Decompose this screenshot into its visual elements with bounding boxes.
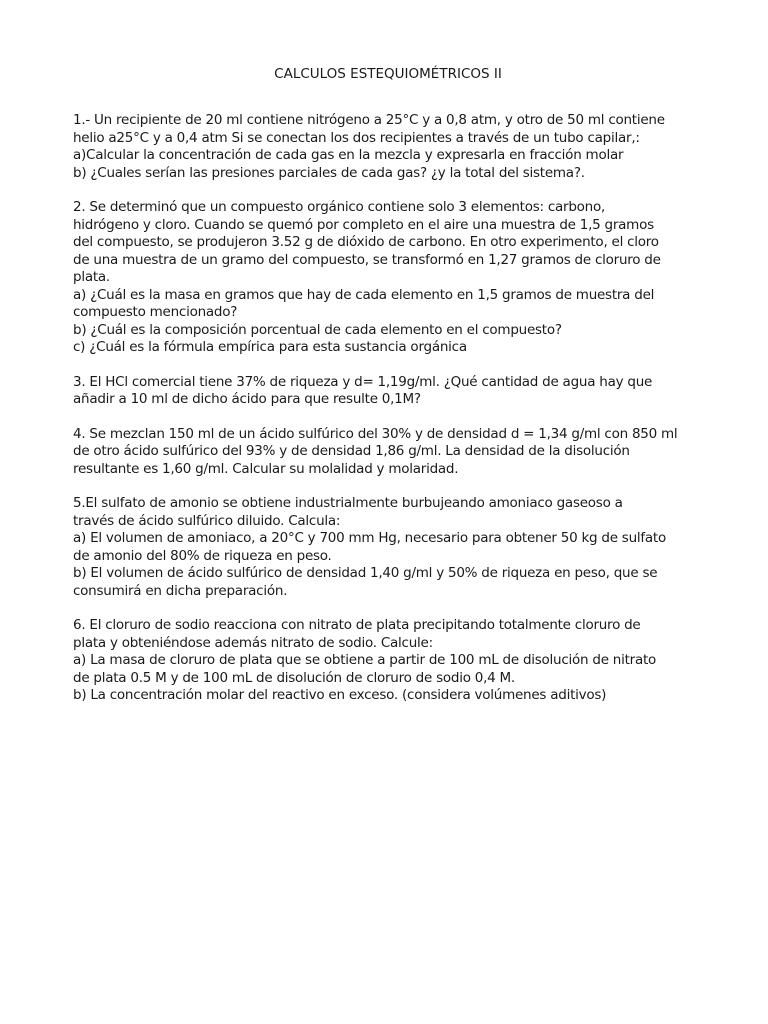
problem-4 (73, 426, 703, 479)
problem-line: de amonio del 80% de riqueza en peso. (73, 547, 332, 564)
problem-line: añadir a 10 ml de dicho ácido para que resulte 0,1M? (73, 391, 421, 407)
document-title: CALCULOS ESTEQUIOMÉTRICOS II (274, 66, 502, 82)
problem-line: helio a25°C y a 0,4 atm Si se conectan los dos recipientes a través de un tubo capilar,: (73, 129, 640, 146)
problem-line: 5.El sulfato de amonio se obtiene industrialmente burbujeando amoniaco gaseoso a (73, 495, 623, 511)
problem-line: b) ¿Cuál es la composición porcentual de cada elemento en el compuesto? (73, 321, 562, 338)
problem-line: b) ¿Cuales serían las presiones parciales de cada gas? ¿y la total del sistema?. (73, 164, 585, 181)
problem-line: de una muestra de un gramo del compuesto, se transformó en 1,27 gramos de cloruro de (73, 251, 661, 268)
problem-line: 2. Se determinó que un compuesto orgánico contiene solo 3 elementos: carbono, (73, 199, 606, 215)
problem-line: a) ¿Cuál es la masa en gramos que hay de cada elemento en 1,5 gramos de muestra del (73, 286, 655, 303)
problem-5 (73, 495, 703, 600)
problem-line: compuesto mencionado? (73, 304, 238, 320)
problem-line: resultante es 1,60 g/ml. Calcular su molalidad y molaridad. (73, 460, 459, 477)
problem-line: plata y obteniéndose además nitrato de sodio. Calcule: (73, 634, 433, 651)
problem-1 (73, 112, 703, 182)
problem-line: través de ácido sulfúrico diluido. Calcula: (73, 512, 341, 529)
problem-line: b) El volumen de ácido sulfúrico de densidad 1,40 g/ml y 50% de riqueza en peso, que se (73, 565, 658, 581)
problem-line: del compuesto, se produjeron 3.52 g de dióxido de carbono. En otro experimento, el cloro (73, 234, 659, 250)
problem-line: a)Calcular la concentración de cada gas en la mezcla y expresarla en fracción molar (73, 147, 624, 163)
problem-line: c) ¿Cuál es la fórmula empírica para esta sustancia orgánica (73, 339, 467, 355)
document-page (73, 66, 703, 722)
problem-line: a) El volumen de amoniaco, a 20°C y 700 mm Hg, necesario para obtener 50 kg de sulfato (73, 530, 666, 546)
problem-line: b) La concentración molar del reactivo en exceso. (considera volúmenes aditivos) (73, 687, 607, 703)
problem-line: 1.- Un recipiente de 20 ml contiene nitrógeno a 25°C y a 0,8 atm, y otro de 50 ml contiene (73, 112, 665, 128)
problem-line: a) La masa de cloruro de plata que se obtiene a partir de 100 mL de disolución de nitrato (73, 652, 657, 668)
problem-line: de plata 0.5 M y de 100 mL de disolución de cloruro de sodio 0,4 M. (73, 669, 515, 686)
problem-line: de otro ácido sulfúrico del 93% y de densidad 1,86 g/ml. La densidad de la disolución (73, 443, 630, 459)
problem-2 (73, 199, 703, 357)
problem-6 (73, 617, 703, 705)
problem-line: hidrógeno y cloro. Cuando se quemó por completo en el aire una muestra de 1,5 gramos (73, 216, 654, 233)
problem-line: 6. El cloruro de sodio reacciona con nitrato de plata precipitando totalmente cloruro de (73, 617, 641, 633)
problem-3 (73, 374, 703, 409)
problem-line: 3. El HCl comercial tiene 37% de riqueza y d= 1,19g/ml. ¿Qué cantidad de agua hay que (73, 373, 653, 390)
problem-line: 4. Se mezclan 150 ml de un ácido sulfúrico del 30% y de densidad d = 1,34 g/ml con 850 ml (73, 425, 678, 442)
problem-line: consumirá en dicha preparación. (73, 582, 288, 599)
problem-line: plata. (73, 269, 110, 285)
